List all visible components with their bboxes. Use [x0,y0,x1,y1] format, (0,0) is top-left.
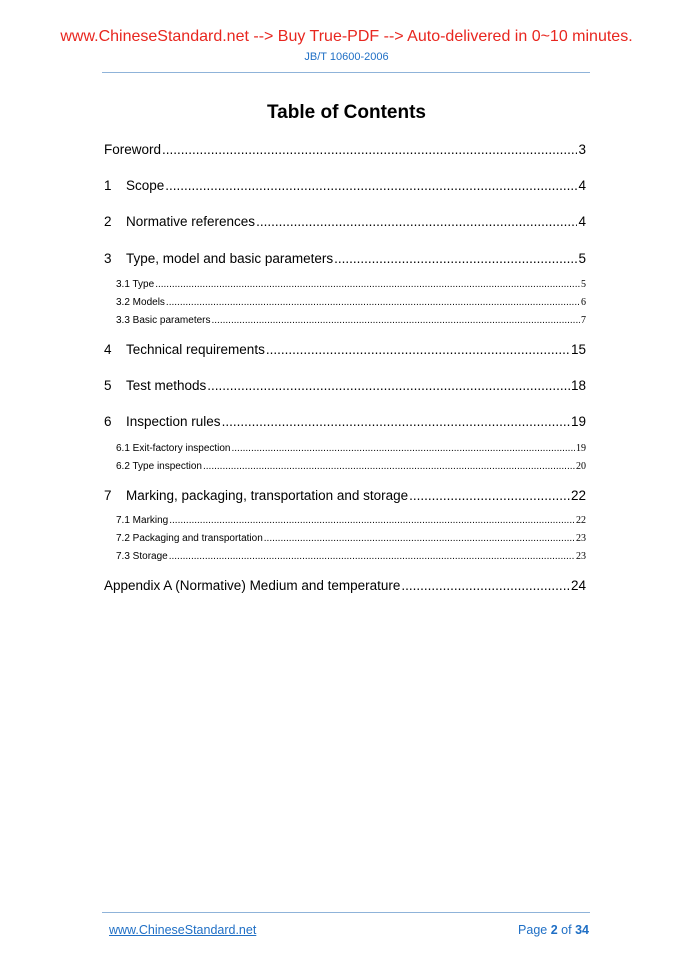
toc-entry-technical-requirements[interactable] [104,342,586,357]
toc-entry-number: 7 [104,488,112,503]
toc-entry-page: 22 [570,488,586,503]
toc-entry-7-1-marking[interactable] [116,515,586,526]
toc-entry-page: 6 [581,297,586,308]
toc-entry-page: 22 [576,515,586,526]
toc-entry-normative-references[interactable] [104,214,586,229]
toc-entry-3-2-models[interactable] [116,297,586,308]
toc-entry-page: 19 [576,443,586,454]
toc-leader-dots [169,515,575,526]
toc-entry-number: 2 [104,214,112,229]
page-indicator [518,923,589,937]
toc-entry-marking-packaging[interactable] [104,488,586,503]
toc-leader-dots [334,251,577,266]
toc-entry-page: 7 [581,315,586,326]
standard-number: JB/T 10600-2006 [304,51,389,63]
toc-entry-label: Scope [126,178,165,193]
toc-entry-appendix-a[interactable] [104,578,586,593]
toc-entry-number: 1 [104,178,112,193]
toc-leader-dots [256,214,577,229]
toc-leader-dots [207,378,570,393]
toc-entry-foreword[interactable] [104,142,586,157]
toc-entry-number: 4 [104,342,112,357]
toc-entry-7-2-packaging[interactable] [116,533,586,544]
page-prefix: Page [518,923,548,937]
toc-leader-dots [203,461,575,472]
toc-entry-3-1-type[interactable] [116,279,586,290]
toc-leader-dots [212,315,581,326]
toc-entry-page: 23 [576,551,586,562]
toc-leader-dots [222,414,570,429]
toc-entry-page: 5 [578,251,586,266]
toc-leader-dots [155,279,580,290]
toc-entry-label: Marking, packaging, transportation and storage [126,488,409,503]
footer-website-link[interactable]: www.ChineseStandard.net [109,923,257,937]
toc-entry-label: 6.2 Type inspection [116,461,202,472]
toc-entry-label: Technical requirements [126,342,265,357]
toc-entry-inspection-rules[interactable] [104,414,586,429]
toc-entry-page: 4 [578,178,586,193]
toc-entry-page: 20 [576,461,586,472]
toc-entry-label: Inspection rules [126,414,221,429]
toc-entry-label: 7.1 Marking [116,515,169,526]
toc-leader-dots [409,488,570,503]
toc-leader-dots [264,533,575,544]
purchase-banner[interactable]: www.ChineseStandard.net --> Buy True-PDF --> Auto-delivered in 0~10 minutes. [60,28,633,45]
toc-leader-dots [165,178,577,193]
toc-entry-page: 23 [576,533,586,544]
toc-entry-label: Foreword [104,142,162,157]
page-title: Table of Contents [266,102,427,123]
footer-divider [102,912,590,913]
toc-leader-dots [166,297,580,308]
page-current: 2 [550,923,558,937]
toc-entry-test-methods[interactable] [104,378,586,393]
toc-entry-number: 5 [104,378,112,393]
toc-entry-page: 19 [570,414,586,429]
toc-entry-6-1-exit-factory[interactable] [116,443,586,454]
toc-leader-dots [162,142,577,157]
toc-leader-dots [266,342,570,357]
toc-entry-label: 7.3 Storage [116,551,168,562]
toc-entry-page: 15 [570,342,586,357]
toc-entry-page: 3 [578,142,586,157]
toc-entry-type-model[interactable] [104,251,586,266]
toc-entry-label: 6.1 Exit-factory inspection [116,443,231,454]
toc-entry-6-2-type-inspection[interactable] [116,461,586,472]
page-of: of [561,923,572,937]
toc-entry-label: Appendix A (Normative) Medium and temperature [104,578,401,593]
toc-leader-dots [232,443,576,454]
toc-entry-label: 3.3 Basic parameters [116,315,211,326]
toc-entry-label: Test methods [126,378,207,393]
header-divider [102,72,590,73]
toc-entry-label: Normative references [126,214,256,229]
toc-entry-page: 24 [570,578,586,593]
toc-entry-label: 7.2 Packaging and transportation [116,533,263,544]
toc-entry-page: 4 [578,214,586,229]
toc-entry-page: 18 [570,378,586,393]
toc-entry-label: 3.2 Models [116,297,165,308]
toc-leader-dots [169,551,575,562]
toc-entry-label: 3.1 Type [116,279,155,290]
toc-leader-dots [401,578,570,593]
toc-entry-label: Type, model and basic parameters [126,251,334,266]
toc-entry-number: 6 [104,414,112,429]
page-total: 34 [575,923,589,937]
toc-entry-7-3-storage[interactable] [116,551,586,562]
toc-entry-number: 3 [104,251,112,266]
toc-entry-3-3-basic-parameters[interactable] [116,315,586,326]
toc-entry-page: 5 [581,279,586,290]
toc-entry-scope[interactable] [104,178,586,193]
